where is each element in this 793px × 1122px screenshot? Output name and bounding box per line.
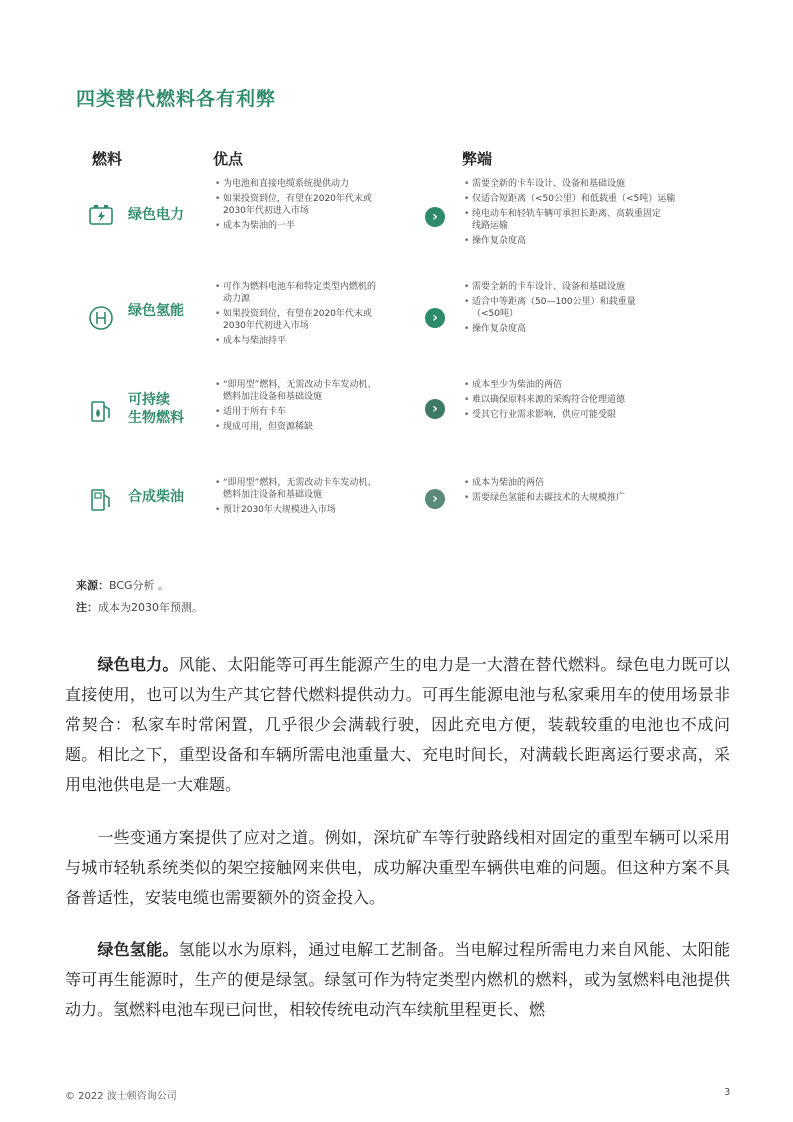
fuel-row-synthetic-diesel: [0, 473, 793, 533]
fuel-name-line: 生物燃料: [128, 410, 184, 426]
chart-title: 四类替代燃料各有利弊: [76, 88, 277, 110]
body-paragraph: [65, 935, 730, 1025]
pro-item: • 成本与柴油持平: [215, 335, 410, 347]
pros-list: [215, 281, 410, 350]
pro-item: • 如果投资到位，有望在2020年代末或 2030年代初进入市场: [215, 193, 410, 217]
body-paragraph: [65, 650, 730, 800]
fuel-name-line: 合成柴油: [128, 489, 184, 505]
pro-item: • 成本为柴油的一半: [215, 220, 410, 232]
pro-item: • 适用于所有卡车: [215, 406, 420, 418]
fuel-name: [128, 391, 184, 427]
fuel-name: [128, 488, 184, 506]
con-item: • 操作复杂度高: [464, 323, 714, 335]
paragraph-text: 氢能以水为原料，通过电解工艺制备。当电解过程所需电力来自风能、太阳能等可再生能源时，生产的便是绿氢。绿氢可作为特定类型内燃机的燃料，或为氢燃料电池提供动力。氢燃料电池车现已问世，相较传统电动汽车续航里程更长、燃: [65, 940, 730, 1019]
con-item: • 需要全新的卡车设计、设备和基础设施: [464, 281, 714, 293]
cons-list: [464, 379, 714, 424]
note-label: 注：: [76, 601, 98, 614]
pros-list: [215, 477, 420, 519]
fuel-name-line: 可持续: [128, 392, 170, 408]
body-paragraph: [65, 823, 730, 913]
con-item: • 仅适合短距离（<50公里）和低载重（<5吨）运输: [464, 193, 714, 205]
header-fuel: 燃料: [92, 150, 123, 168]
con-item: • 成本至少为柴油的两倍: [464, 379, 714, 391]
paragraph-lead: 绿色电力。: [97, 655, 179, 674]
chevron-right-icon: ›: [425, 489, 445, 509]
pros-list: [215, 178, 410, 235]
pros-list: [215, 379, 420, 436]
page-number: 3: [724, 1087, 731, 1098]
pro-item: • 为电池和直接电缆系统提供动力: [215, 178, 410, 190]
con-item: • 适合中等距离（50—100公里）和载重量 （<50吨）: [464, 296, 714, 320]
con-item: • 需要全新的卡车设计、设备和基础设施: [464, 178, 714, 190]
fuel-row-green-hydrogen: [0, 276, 793, 361]
chevron-right-icon: ›: [425, 399, 445, 419]
source-text: BCG分析 。: [109, 579, 170, 592]
con-item: • 操作复杂度高: [464, 235, 714, 247]
con-item: • 难以确保原料来源的采购符合伦理道德: [464, 394, 714, 406]
hydrogen-icon: [86, 303, 116, 333]
cons-list: [464, 178, 714, 250]
paragraph-lead: 绿色氢能。: [97, 940, 179, 959]
cons-list: [464, 281, 714, 338]
biofuel-pump-icon: [86, 396, 116, 426]
cons-list: [464, 477, 714, 507]
header-pros: 优点: [213, 150, 244, 168]
paragraph-text: 一些变通方案提供了应对之道。例如，深坑矿车等行驶路线相对固定的重型车辆可以采用与城市轻轨系统类似的架空接触网来供电，成功解决重型车辆供电难的问题。但这种方案不具备普适性，安装电缆也需要额外的资金投入。: [65, 828, 730, 907]
con-item: • 成本为柴油的两倍: [464, 477, 714, 489]
con-item: • 需要绿色氢能和去碳技术的大规模推广: [464, 492, 714, 504]
fuel-row-biofuel: [0, 374, 793, 454]
con-item: • 受其它行业需求影响，供应可能受限: [464, 409, 714, 421]
pro-item: • “即用型”燃料，无需改动卡车发动机、 燃料加注设备和基础设施: [215, 379, 420, 403]
fuel-name: [128, 302, 184, 320]
source-note: [76, 577, 169, 593]
fuel-pump-icon: [86, 485, 116, 515]
pro-item: • 现成可用，但资源稀缺: [215, 421, 420, 433]
copyright: © 2022 波士顿咨询公司: [65, 1091, 177, 1102]
chevron-right-icon: ›: [425, 207, 445, 227]
battery-icon: [86, 200, 116, 230]
header-cons: 弊端: [462, 150, 493, 168]
note-text: 成本为2030年预测。: [98, 601, 203, 614]
pro-item: • 可作为燃料电池车和特定类型内燃机的 动力源: [215, 281, 410, 305]
source-label: 来源：: [76, 579, 109, 592]
con-item: • 纯电动车和轻轨车辆可承担长距离、高载重固定 线路运输: [464, 208, 714, 232]
fuel-name-line: 绿色氢能: [128, 303, 184, 319]
fuel-row-green-electricity: [0, 170, 793, 260]
pro-item: • 如果投资到位，有望在2020年代末或 2030年代初进入市场: [215, 308, 410, 332]
fuel-name: [128, 206, 184, 224]
pro-item: • 预计2030年大规模进入市场: [215, 504, 420, 516]
fuel-name-line: 绿色电力: [128, 207, 184, 223]
footnote: [76, 599, 203, 615]
pro-item: • “即用型”燃料，无需改动卡车发动机、 燃料加注设备和基础设施: [215, 477, 420, 501]
chevron-right-icon: ›: [425, 308, 445, 328]
paragraph-text: 风能、太阳能等可再生能源产生的电力是一大潜在替代燃料。绿色电力既可以直接使用，也可以为生产其它替代燃料提供动力。可再生能源电池与私家乘用车的使用场景非常契合：私家车时常闲置，几乎很少会满载行驶，因此充电方便，装载较重的电池也不成问题。相比之下，重型设备和车辆所需电池重量大、充电时间长，对满载长距离运行要求高，采用电池供电是一大难题。: [65, 655, 730, 794]
